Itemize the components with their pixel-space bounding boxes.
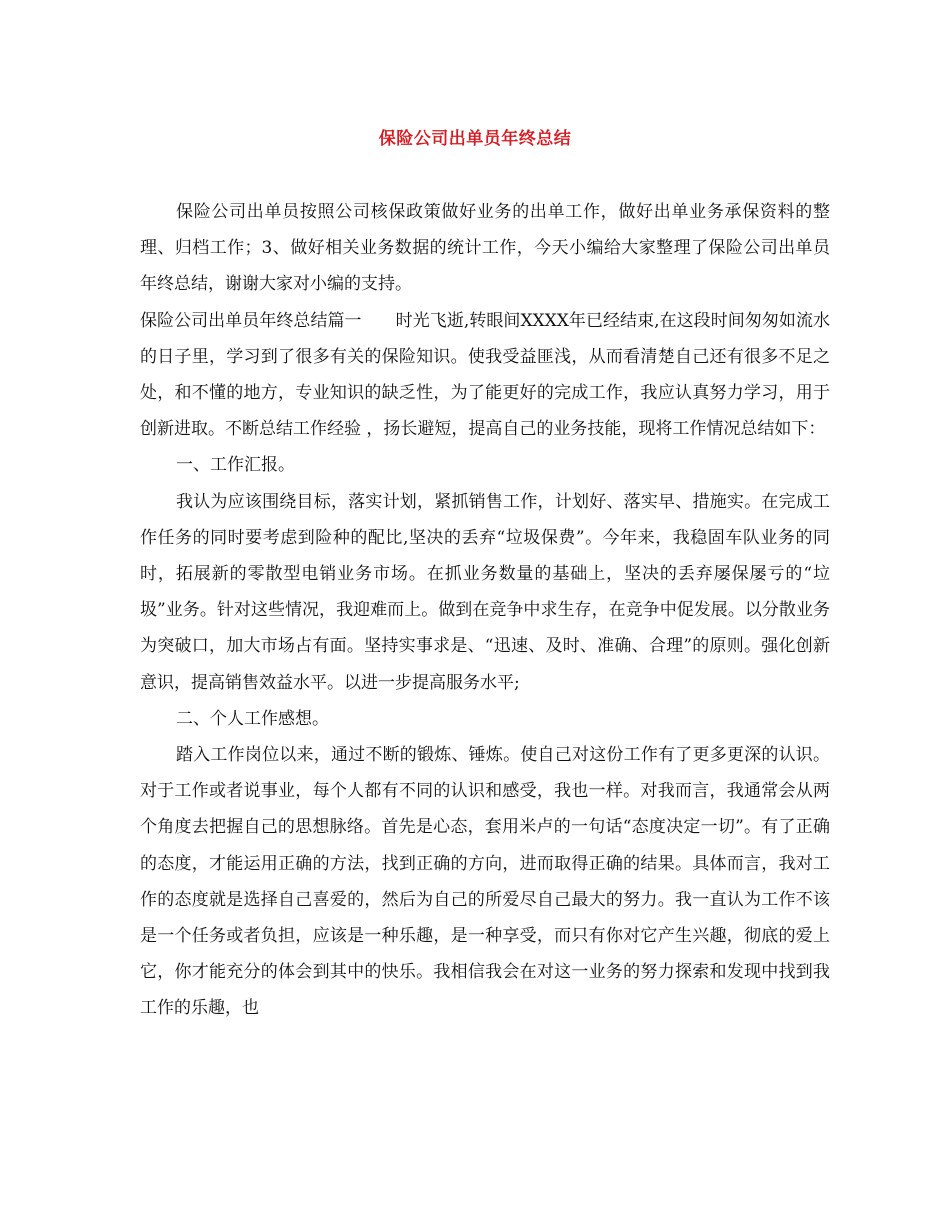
section-one-intro-paragraph: 保险公司出单员年终总结篇一 时光飞逝,转眼间XXXX年已经结束,在这段时间匆匆如流水的日子里，学习到了很多有关的保险知识。使我受益匪浅，从而看清楚自己还有很多不足之处，和不懂的地方，专业知识的缺乏性，为了能更好的完成工作，我应认真努力学习，用于创新进取。不断总结工作经验 ，扬长避短，提高自己的业务技能，现将工作情况总结如下： — [140, 310, 830, 440]
document-title: 保险公司出单员年终总结 — [378, 129, 572, 149]
intro-paragraph: 保险公司出单员按照公司核保政策做好业务的出单工作，做好出单业务承保资料的整理、归档工作；3、做好相关业务数据的统计工作，今天小编给大家整理了保险公司出单员年终总结，谢谢大家对小编的支持。 — [140, 202, 830, 295]
heading-personal-thoughts: 二、个人工作感想。 — [176, 708, 329, 729]
document-body — [140, 194, 830, 1027]
heading-work-report: 一、工作汇报。 — [176, 455, 295, 476]
work-report-paragraph: 我认为应该围绕目标，落实计划，紧抓销售工作，计划好、落实早、措施实。在完成工作任务的同时要考虑到险种的配比,坚决的丢弃“垃圾保费”。今年来，我稳固车队业务的同时，拓展新的零散型电销业务市场。在抓业务数量的基础上，坚决的丢弃屡保屡亏的“垃圾”业务。针对这些情况，我迎难而上。做到在竞争中求生存，在竞争中促发展。以分散业务为突破口，加大市场占有面。坚持实事求是、“迅速、及时、准确、合理”的原则。强化创新意识，提高销售效益水平。以进一步提高服务水平; — [140, 491, 830, 693]
personal-thoughts-paragraph: 踏入工作岗位以来，通过不断的锻炼、锤炼。使自己对这份工作有了更多更深的认识。对于工作或者说事业，每个人都有不同的认识和感受，我也一样。对我而言，我通常会从两个角度去把握自己的思想脉络。首先是心态，套用米卢的一句话“态度决定一切”。有了正确的态度，才能运用正确的方法，找到正确的方向，进而取得正确的结果。具体而言，我对工作的态度就是选择自己喜爱的，然后为自己的所爱尽自己最大的努力。我一直认为工作不该是一个任务或者负担，应该是一种乐趣，是一种享受，而只有你对它产生兴趣，彻底的爱上它，你才能充分的体会到其中的快乐。我相信我会在对这一业务的努力探索和发现中找到我工作的乐趣，也 — [140, 745, 830, 1019]
